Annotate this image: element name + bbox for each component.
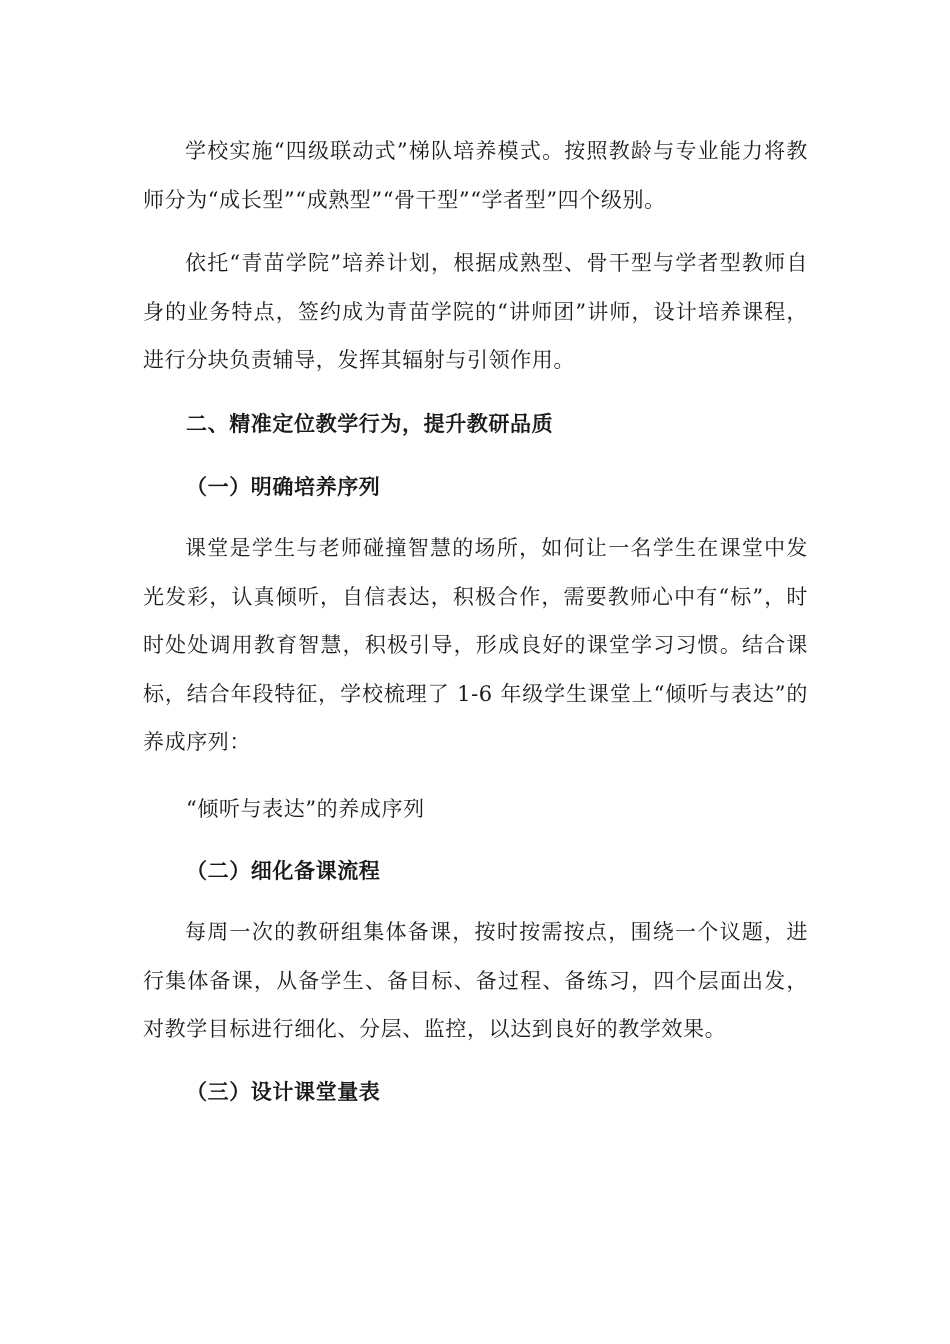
paragraph-tier-training-model: 学校实施“四级联动式”梯队培养模式。按照教龄与专业能力将教师分为“成长型”“成熟型”“骨干型”“学者型”四个级别。 bbox=[143, 139, 808, 212]
subheading-training-sequence: （一）明确培养序列 bbox=[186, 475, 381, 499]
paragraph-collective-planning: 每周一次的教研组集体备课，按时按需按点，围绕一个议题，进行集体备课，从备学生、备目标、备过程、备练习，四个层面出发，对教学目标进行细化、分层、监控，以达到良好的教学效果。 bbox=[143, 920, 808, 1041]
figure-caption-listening-expression: “倾听与表达”的养成序列 bbox=[186, 797, 425, 821]
subheading-classroom-scale: （三）设计课堂量表 bbox=[186, 1080, 381, 1104]
paragraph-qingmiao-academy: 依托“青苗学院”培养计划，根据成熟型、骨干型与学者型教师自身的业务特点，签约成为青苗学院的“讲师团”讲师，设计培养课程，进行分块负责辅导，发挥其辐射与引领作用。 bbox=[143, 251, 808, 372]
subheading-lesson-planning: （二）细化备课流程 bbox=[186, 859, 381, 883]
section-heading-2: 二、精准定位教学行为，提升教研品质 bbox=[186, 412, 554, 436]
paragraph-classroom-habits: 课堂是学生与老师碰撞智慧的场所，如何让一名学生在课堂中发光发彩，认真倾听，自信表达，积极合作，需要教师心中有“标”，时时处处调用教育智慧，积极引导，形成良好的课堂学习习惯。结合课标，结合年段特征，学校梳理了 1-6 年级学生课堂上“倾听与表达”的养成序列： bbox=[143, 536, 808, 754]
